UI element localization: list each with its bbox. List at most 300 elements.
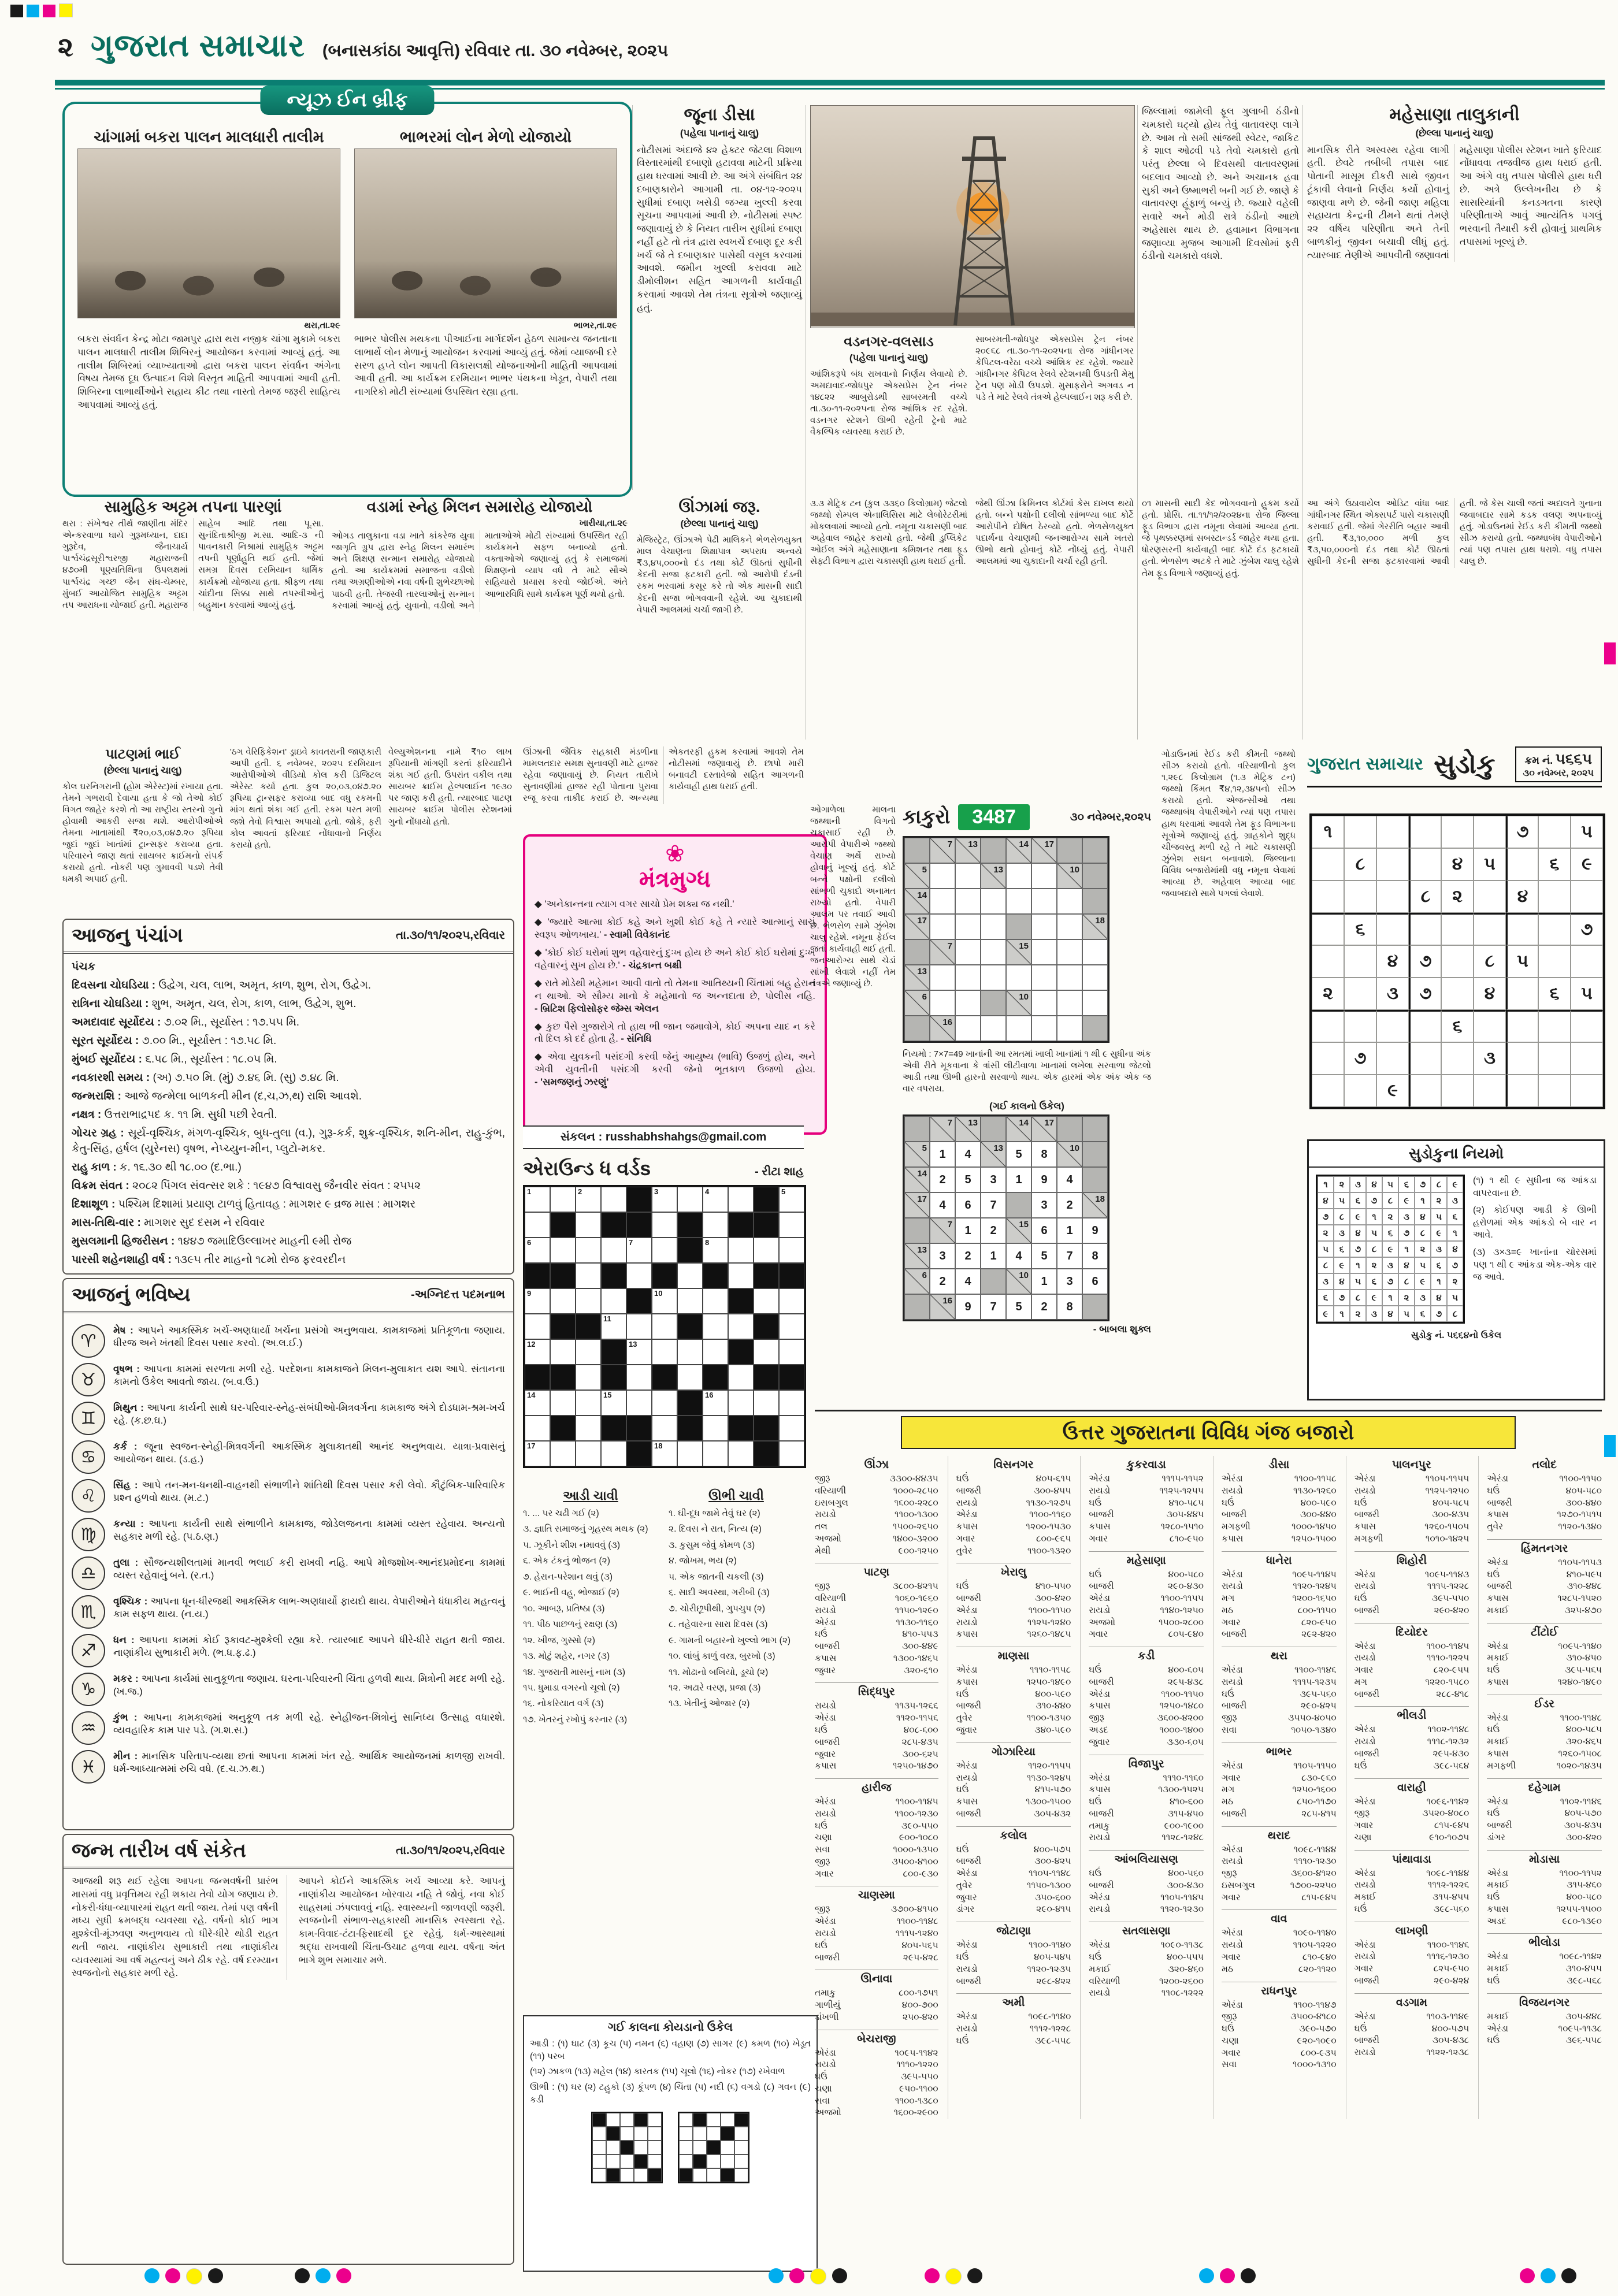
- mini-cell: [707, 2168, 721, 2182]
- mini-cell: [734, 2168, 748, 2182]
- crossword-cell: [677, 1441, 703, 1466]
- kakuro-cell: [1057, 990, 1082, 1016]
- kakuro-cell: [981, 1016, 1006, 1041]
- commodity-price: ૧૧૩૫-૧૨૬૬: [895, 1701, 938, 1711]
- crossword-cell: [626, 1314, 652, 1339]
- commodity-price: ૪૧૦-૫૫૦: [1035, 1581, 1071, 1592]
- panchang-row: [72, 1197, 505, 1213]
- horoscope-text: તુલા : સૌજન્યશીલતામાં માનવી ભલાઈ કરી રાખવી નહિ. આપે મોજશોખ-આનંદપ્રમોદના કામમાં વ્યસ્ત રહેવાનું બને. (ર.ત.): [113, 1557, 505, 1581]
- kakuro-clue-number: 7: [947, 941, 952, 951]
- market-row: [1089, 1868, 1204, 1880]
- panchang-key: મુસલમાની હિજરીસન :: [72, 1235, 178, 1247]
- sudoku-cell: ૫: [1506, 945, 1538, 978]
- horoscope-row: [72, 1324, 505, 1358]
- crossword-number: 18: [654, 1441, 663, 1450]
- vadnagar-body: આંશિકરૂપે બંધ રાખવાનો નિર્ણય લેવાયો છે. અમદાવાદ-જોધપુર એક્સપ્રેસ ટ્રેન નંબર ૧૪૮૨૨ આબુરોડથી સાબરમતી વચ્ચે તા.૩૦-૧૧-૨૦૨૫ના રોજ આંશિક રદ રહેશે. વડનગર સ્ટેશને ઊભી રહેતી ટ્રેનો માટે વૈકલ્પિક વ્યવસ્થા કરાઈ છે.: [810, 369, 967, 437]
- market-row: [1222, 1665, 1337, 1677]
- market-row: [956, 1629, 1071, 1641]
- mini-cell: [679, 2113, 693, 2127]
- kakuro-answer: 1: [1006, 1167, 1031, 1192]
- horoscope-rows: [64, 1313, 513, 1795]
- commodity-price: ૧૧૦૨-૧૧૪૮: [1427, 1725, 1469, 1735]
- sudoku-cell: [1344, 1075, 1376, 1107]
- market-row: [1222, 2059, 1337, 2071]
- market-row: [956, 1700, 1071, 1712]
- sudoku-cell: [1312, 848, 1344, 880]
- market-row: [956, 1605, 1071, 1617]
- sudoku-solution-cell: ૬: [1447, 1209, 1463, 1225]
- kakuro-cell: [1057, 965, 1082, 990]
- sudoku-cell: ૮: [1474, 945, 1506, 978]
- kakuro-cell: [1006, 889, 1031, 914]
- market-row: [1354, 1521, 1469, 1533]
- market-row: [1222, 1725, 1337, 1737]
- zodiac-icon: ♉: [72, 1363, 105, 1396]
- panchang-row: [72, 1234, 505, 1250]
- commodity-name: જુવાર: [956, 1725, 977, 1736]
- zodiac-icon: ♏: [72, 1595, 105, 1629]
- kakuro-header: [903, 804, 1151, 830]
- market-column: [948, 1456, 1071, 2119]
- commodity-price: ૪૦૦-૫૬૦: [1168, 1868, 1204, 1879]
- crossword-black-cell: [601, 1339, 626, 1365]
- article-patan-cyber: [62, 746, 223, 913]
- kakuro-credit: - બાબલા શુક્લ: [1093, 1324, 1151, 1335]
- kakuro-answer: 2: [1031, 1294, 1057, 1320]
- kakuro-clue-number: 13: [968, 1118, 978, 1128]
- zodiac-name: ધન :: [113, 1634, 139, 1645]
- horoscope-row: [72, 1750, 505, 1784]
- crossword-cell: [626, 1238, 652, 1263]
- market-row: [1089, 1832, 1204, 1844]
- mini-cell: [648, 2113, 662, 2127]
- market-row: [815, 1712, 938, 1725]
- sudoku-solution-cell: ૫: [1398, 1306, 1415, 1322]
- crossword-black-cell: [728, 1416, 754, 1441]
- commodity-price: ૧૦૦૦-૧૪૦૦: [1159, 1725, 1204, 1736]
- market-block: [1487, 1778, 1602, 1844]
- commodity-price: ૧૧૧૨-૧૨૨૬: [1427, 1880, 1469, 1890]
- horoscope-row: [72, 1673, 505, 1706]
- market-row: [815, 2071, 938, 2083]
- commodity-name: રાયડો: [1354, 2048, 1376, 2058]
- crossword-cell: [754, 1288, 779, 1314]
- sudoku-solution-cell: ૫: [1334, 1192, 1350, 1209]
- market-row: [1354, 1641, 1469, 1653]
- market-row: [956, 1498, 1071, 1510]
- sudoku-solution-cell: ૯: [1366, 1290, 1382, 1306]
- commodity-name: કપાસ: [1487, 1904, 1509, 1914]
- market-row: [956, 1868, 1071, 1880]
- mahesana-body: માનસિક રીતે અસ્વસ્થ રહેવા લાગી હતી. છેવટે તબીબી તપાસ બાદ પોતાની માસૂમ દીકરી સાથે જીવન ટૂંકાવી લેવાનો નિર્ણય કર્યો હોવાનું જાણવા મળે છે. જેની જાણ મહિલા સહાયતા કેન્દ્રની ટીમને થતાં તેમણે ૨૨ વર્ષિય પરિણીતા અને તેની બાળકીનું જીવન બચાવી લીધું હતું. ત્યારબાદ તેણીએ આપવીતી જણાવતાં મહેસાણા પોલીસ સ્ટેશન ખાતે ફરિયાદ નોંધાવવા તજવીજ હાથ ધરાઈ હતી. આ અંગે વધુ તપાસ પોલીસે હાથ ધરી છે. અત્રે ઉલ્લેખનીય છે કે સાસરિયાંની કનડગતના કારણે પરિણીતાએ આવું આત્યંતિક પગલું ભરવાની તૈયારી કરી હોવાનું પ્રાથમિક તપાસમાં ખૂલ્યું છે.: [1307, 144, 1602, 261]
- dot-black: [832, 2268, 847, 2283]
- market-row: [1487, 1557, 1602, 1569]
- crossword-cell: [754, 1238, 779, 1263]
- article-juna-disa: [637, 105, 802, 489]
- sudoku-solution-cell: ૭: [1431, 1306, 1447, 1322]
- commodity-name: બાજરી: [956, 1701, 982, 1711]
- sudoku-cell: ૩: [1474, 1042, 1506, 1075]
- horoscope-title: આજનું ભવિષ્ય: [72, 1284, 191, 1306]
- commodity-name: મકાઈ: [1487, 1605, 1509, 1615]
- market-row: [815, 1617, 938, 1629]
- horoscope-author: -અગ્નિદત્ત પદમનાભ: [411, 1288, 505, 1301]
- market-row: [1354, 2011, 1469, 2023]
- kakuro-clue-number: 14: [1019, 1118, 1029, 1128]
- market-row: [1222, 1521, 1337, 1533]
- crossword-black-cell: [754, 1187, 779, 1212]
- commodity-name: તુવેર: [1487, 1522, 1504, 1532]
- commodity-price: ૨૮૮-૪૧૮: [1436, 1689, 1469, 1699]
- crossword-number: 6: [527, 1238, 532, 1247]
- commodity-name: એરંડા: [1354, 1474, 1376, 1484]
- horoscope-row: [72, 1402, 505, 1435]
- market-block: [815, 1563, 938, 1677]
- sudoku-solution-cell: ૮: [1398, 1273, 1415, 1290]
- commodity-price: ૮૨૫-૯૫૦: [1433, 1964, 1469, 1974]
- market-row: [1222, 1617, 1337, 1629]
- commodity-name: રાયડો: [956, 1498, 978, 1508]
- commodity-price: ૧૧૦૦-૧૧૫૮: [1294, 1474, 1337, 1484]
- commodity-name: એરંડા: [1222, 2000, 1243, 2010]
- crossword-cell: [626, 1390, 652, 1416]
- sudoku-solution-cell: ૪: [1334, 1273, 1350, 1290]
- market-row: [1089, 1689, 1204, 1701]
- commodity-name: કપાસ: [1089, 1785, 1111, 1795]
- solution-line: ઊભી : (૧) ઘર (૨) ટહુકો (૩) કૂંપળ (૪) ચિંતા (૫) નદી (૬) વગડો (૮) ગવન (૯) કડી: [530, 2082, 811, 2105]
- market-block: [1487, 1993, 1602, 2047]
- panchang-key: નક્ષત્ર :: [72, 1108, 105, 1121]
- crossword-number: 3: [654, 1187, 659, 1196]
- sudoku-cell: ૧: [1312, 816, 1344, 848]
- horoscope-row: [72, 1711, 505, 1745]
- sudoku-cell: [1376, 880, 1409, 913]
- commodity-price: ૧૨૫૦-૧૪૮૦: [1159, 1701, 1204, 1711]
- commodity-price: ૪૦૦-૫૮૫: [1565, 1725, 1602, 1735]
- mini-cell: [606, 2154, 620, 2168]
- market-row: [1354, 2035, 1469, 2047]
- edge-mark-cyan: [1604, 1435, 1616, 1457]
- commodity-price: ૨૮૫-૪૩૫: [901, 1737, 938, 1747]
- kakuro-block: [1006, 1192, 1031, 1218]
- market-row: [1089, 1569, 1204, 1581]
- market-row: [1089, 1821, 1204, 1833]
- sudoku-solution-cell: ૪: [1447, 1241, 1463, 1257]
- kakuro-clue-number: 17: [917, 1194, 927, 1205]
- market-row: [1487, 1916, 1602, 1928]
- article-valuation: [388, 746, 512, 913]
- commodity-name: ઇસબગુલ: [815, 1498, 849, 1508]
- market-row: [1487, 1498, 1602, 1510]
- market-row: [1089, 1712, 1204, 1725]
- sudoku-serial-label: ક્રમ નં.: [1524, 755, 1553, 766]
- crossword-cell: [703, 1238, 728, 1263]
- commodity-price: ૩૯૮-૫૫૮: [1035, 2035, 1071, 2046]
- mini-black-cell: [721, 2168, 734, 2182]
- panchang-row: [72, 1160, 505, 1176]
- wool-case-body: જેથી ઊંઝા ક્રિમિનલ કોર્ટમાં કેસ દાખલ થયો હતો. બન્ને પક્ષોની દલીલો સાંભળ્યા બાદ કોર્ટે આરોપીને દોષિત ઠેરવ્યો હતો. ભેળસેળયુક્ત પદાર્થના વેચાણથી જનઆરોગ્ય સામે ખતરો ઊભો થતો હોવાનું કોર્ટે નોંધ્યું હતું. વેપારી આલમમાં આ ચુકાદાની ચર્ચા રહી હતી.: [975, 499, 1134, 567]
- horoscope-row: [72, 1595, 505, 1629]
- market-block: [1487, 1933, 1602, 1987]
- market-row: [1354, 1593, 1469, 1605]
- market-row: [815, 2096, 938, 2108]
- lotus-icon: ❀: [665, 841, 685, 867]
- article-mahesana-taluka: [1307, 105, 1602, 490]
- dot-cyan: [1199, 2268, 1214, 2283]
- market-block: [815, 1886, 938, 1964]
- kakuro-block: [904, 1116, 930, 1142]
- market-block: [815, 2030, 938, 2120]
- kakuro-cell: [1031, 914, 1057, 939]
- kakuro-cell: [1031, 889, 1057, 914]
- crossword-cell: [652, 1339, 677, 1365]
- sudoku-solution-cell: ૩: [1398, 1209, 1415, 1225]
- panchang-value: ૭.૦૨ મિ., સૂર્યાસ્ત : ૧૭.૫૫ મિ.: [164, 1016, 300, 1028]
- down-clues-list: [669, 1508, 804, 1710]
- color-bar-2: [295, 2268, 351, 2283]
- dot-black: [295, 2268, 310, 2283]
- sudoku-cell: [1571, 880, 1603, 913]
- article-wool-sample: [810, 498, 967, 740]
- commodity-price: ૧૨૫૦-૧૬૦૦: [1292, 1785, 1337, 1795]
- mantra-author: - સ્વામી વિવેકાનંદ: [603, 929, 670, 940]
- panchang-key: રાત્રિના ચોઘડિયા :: [72, 997, 152, 1010]
- market-block: [1487, 1539, 1602, 1617]
- commodity-name: એરંડા: [1089, 1689, 1111, 1699]
- commodity-name: ઘઉં: [1089, 1797, 1102, 1807]
- kakuro-answer: 4: [1006, 1243, 1031, 1269]
- kakuro-cell: [1006, 863, 1031, 889]
- column-rule: [1302, 105, 1303, 740]
- market-name: ઊનાવા: [815, 1970, 938, 1986]
- kakuro-answer: 2: [1057, 1192, 1082, 1218]
- market-row: [815, 1737, 938, 1749]
- commodity-name: સવા: [1222, 2060, 1237, 2070]
- commodity-name: ઘઉં: [1354, 1760, 1367, 1771]
- kakuro-cell: [955, 889, 981, 914]
- market-row: [1354, 1832, 1469, 1844]
- commodity-price: ૧૧૨૦-૧૨૪૫: [1293, 1581, 1337, 1592]
- market-row: [1222, 2035, 1337, 2048]
- commodity-name: મઠ: [1222, 1797, 1233, 1807]
- article-vadnagar-continued: [975, 334, 1134, 490]
- market-row: [1487, 1605, 1602, 1617]
- market-row: [815, 1521, 938, 1533]
- commodity-price: ૧૧૪૦-૧૨૫૦: [1160, 1605, 1204, 1615]
- commodity-name: જુવાર: [956, 1892, 977, 1903]
- commodity-price: ૮૧૦-૯૪૦: [1302, 1952, 1337, 1962]
- sankalan-email[interactable]: સંકલન : russhabhshahgs@gmail.com: [523, 1125, 804, 1149]
- commodity-price: ૧૧૨૦-૧૨૩૫: [1027, 1964, 1071, 1974]
- commodity-name: બાજરી: [1354, 1510, 1380, 1520]
- sudoku-cell: ૯: [1376, 1075, 1409, 1107]
- color-bar-3: [769, 2268, 847, 2284]
- commodity-name: કપાસ: [956, 1522, 978, 1532]
- commodity-price: ૧૧૧૦-૧૨૨૫: [1427, 1653, 1469, 1663]
- birth-year-box: [62, 1834, 514, 2265]
- market-row: [1222, 1605, 1337, 1617]
- sudoku-rules-box: [1307, 1139, 1605, 1400]
- commodity-name: એરંડા: [1222, 1928, 1243, 1938]
- sudoku-serial-number: ૫૬૬૫: [1555, 750, 1593, 767]
- commodity-name: ઘઉં: [1487, 1485, 1500, 1496]
- sudoku-date: ૩૦ નવેમ્બર, ૨૦૨૫: [1523, 768, 1594, 778]
- market-row: [1089, 1581, 1204, 1593]
- panchang-row: [72, 978, 505, 994]
- crossword-cell: [601, 1238, 626, 1263]
- market-row: [1089, 1892, 1204, 1904]
- crossword-cell: [525, 1416, 550, 1441]
- market-row: [815, 2107, 938, 2119]
- sudoku-rule: (૨) કોઈપણ આડી કે ઊભી હરોળમાં એક આંકડો બે વાર ન આવે.: [1473, 1205, 1597, 1240]
- kakuro-answer: 4: [930, 1192, 955, 1218]
- market-row: [815, 1916, 938, 1928]
- commodity-name: જીરૂ: [815, 1581, 830, 1592]
- market-row: [956, 1952, 1071, 1964]
- market-row: [1222, 1808, 1337, 1821]
- brief-article-1-body: બકરા સંવર્ધન કેન્દ્ર મોટા જામપુર દ્વારા થરા નજીક ચાંગા મુકામે બકરા પાલન માલધારી તાલીમ શિબિરનું આયોજન કરવામાં આવ્યું હતું. આ તાલીમ શિબિરમાં વ્યાખ્યાતાઓ દ્વારા બકરા પાલન સંવર્ધન અંગેના વિષય તેમજ દૂધ ઉત્પાદન વિશે વિસ્તૃત માહિતી આપવામાં આવી હતી. શિબિરના લાભાર્થીઓને સહાય કીટ તથા નાસ્તો તેમજ જરૂરી સાહિત્ય આપવામાં આવ્યું હતું.: [77, 334, 340, 410]
- commodity-price: ૧૧૦૦-૧૧૪૭: [1293, 2000, 1337, 2010]
- commodity-price: ૧૧૦૫-૧૧૫૩: [1558, 1557, 1602, 1567]
- commodity-price: ૮૩૦-૯૬૦: [1301, 1773, 1337, 1783]
- market-row: [1354, 1652, 1469, 1665]
- birth-year-columns: [64, 1869, 513, 1986]
- market-name: ડીસા: [1268, 1459, 1290, 1471]
- commodity-price: ૧૧૨૫-૧૨૫૦: [1425, 1485, 1469, 1496]
- commodity-name: જુવાર: [815, 1665, 836, 1675]
- crossword-number: 8: [705, 1238, 710, 1247]
- brief-article-2-body: ભાભર પોલીસ મથકના પીઆઈના માર્ગદર્શન હેઠળ સામાન્ય જનતાના લાભાર્થે લોન મેળાનું આયોજન કરવામાં આવ્યું હતું. જેમાં વ્યાજબી દરે સરળ હપ્તે લોન આપતી વિકાસલક્ષી યોજનાઓની માહિતી આપવામાં આવી હતી. આ કાર્યક્રમ દરમિયાન ભાભર પંથકના ખેડૂત, વેપારી તથા નાગરિકો મોટી સંખ્યામાં ઉપસ્થિત રહ્યા હતા.: [354, 334, 617, 397]
- market-row: [956, 1892, 1071, 1904]
- sudoku-cell: ૭: [1344, 1042, 1376, 1075]
- market-row: [1354, 1892, 1469, 1904]
- mantra-author: - બ્રિટિશ ફિલોસોફર જેમ્સ એલન: [535, 1003, 659, 1014]
- market-name: ગોઝારિયા: [956, 1743, 1071, 1759]
- kakuro-title: કાકુરો: [903, 806, 951, 828]
- market-row: [1487, 1724, 1602, 1736]
- market-row: [1089, 1773, 1204, 1785]
- kakuro-section: [903, 804, 1151, 1405]
- crossword-clues: [523, 1488, 804, 2006]
- commodity-price: ૩૧૦-૪૪૮: [1567, 1581, 1602, 1592]
- commodity-price: ૪૦૦-૬૦૫: [1168, 1665, 1204, 1675]
- market-row: [956, 1689, 1071, 1701]
- market-name: તલોદ: [1532, 1459, 1557, 1471]
- kakuro-block: [981, 1116, 1006, 1142]
- sudoku-cell: ૮: [1344, 848, 1376, 880]
- crossword-black-cell: [728, 1288, 754, 1314]
- commodity-price: ૧૧૦૩-૧૧૪૯: [1426, 2011, 1469, 2022]
- sudoku-solution-cell: ૮: [1431, 1176, 1447, 1192]
- sudoku-cell: [1409, 816, 1441, 848]
- commodity-name: ઘઉં: [815, 1725, 827, 1736]
- market-block: [956, 1743, 1071, 1821]
- patan-headline: પાટણમાં ભાઈ: [105, 746, 180, 762]
- market-row: [1222, 1689, 1337, 1701]
- commodity-name: એરંડા: [1487, 1712, 1509, 1723]
- market-row: [815, 1821, 938, 1833]
- commodity-price: ૧૧૦૦-૧૩૮૦: [895, 2096, 938, 2106]
- horoscope-row: [72, 1363, 505, 1396]
- commodity-price: ૪૦૫-૫૭૦: [1564, 1808, 1602, 1819]
- sudoku-solution-cell: ૧: [1334, 1306, 1350, 1322]
- commodity-name: ચણા: [1354, 1832, 1372, 1842]
- sudoku-solution-cell: ૪: [1366, 1176, 1382, 1192]
- panchang-key: અમદાવાદ સૂર્યોદય :: [72, 1016, 164, 1028]
- crossword-section: [523, 1158, 804, 1481]
- crossword-cell: [652, 1416, 677, 1441]
- mini-cell: [679, 2154, 693, 2168]
- clue-item: ૧૭. ખેતરનું રખોપું કરનાર (૩): [523, 1714, 628, 1725]
- market-row: [1354, 1736, 1469, 1748]
- crossword-cell: [728, 1238, 754, 1263]
- commodity-name: મેથી: [815, 1545, 831, 1556]
- commodity-price: ૧૦૯૫-૧૧૪૩: [1424, 1569, 1469, 1580]
- horoscope-row: [72, 1518, 505, 1551]
- panchang-row: [72, 1126, 505, 1157]
- market-row: [815, 1498, 938, 1510]
- crossword-black-cell: [652, 1365, 677, 1390]
- clue-item: ૭. હેરાન-પરેશાન થવું (૩): [523, 1571, 613, 1582]
- clue-item: ૬. એક ટંકનું ભોજન (૨): [523, 1556, 610, 1566]
- kakuro-answer: 9: [1082, 1218, 1108, 1243]
- crossword-black-cell: [677, 1390, 703, 1416]
- crossword-black-cell: [652, 1263, 677, 1288]
- commodity-price: ૧૦૯૮-૧૧૪૪: [1293, 1844, 1337, 1855]
- article-vadnagar-valsad: [810, 334, 967, 490]
- horoscope-text: ધન : આપના કામમાં કોઈ રૂકાવટ-મુશ્કેલી રહ્યા કરે. ત્યારબાદ આપને ધીરે-ધીરે રાહત થતી જાય. નાણાંકીય સુભાકારી મળે. (ભ.ધ.ફ.ઢ.): [113, 1634, 505, 1659]
- down-clues-title: ઊભી ચાવી: [708, 1488, 764, 1503]
- market-name: પાલનપુર: [1392, 1459, 1431, 1471]
- dot-magenta: [789, 2268, 804, 2283]
- mini-cell: [721, 2141, 734, 2154]
- sudoku-solution-cell: ૧: [1318, 1176, 1334, 1192]
- mantra-author: - ચંદ્રકાન્ત બક્ષી: [622, 960, 682, 971]
- panchang-value: ૨૦૮૨ પિંગલ સંવત્સર શકે : ૧૯૪૭ વિશ્વાવસુ જૈનવીર સંવત : ૨૫૫૨: [132, 1179, 421, 1192]
- commodity-price: ૨૫૦-૪૨૦: [902, 2012, 938, 2022]
- market-row: [1089, 1784, 1204, 1796]
- clue-item: ૧. ઘી-દૂધ જામે તેવું ઘર (૨): [669, 1509, 760, 1518]
- sudoku-cell: [1376, 1042, 1409, 1075]
- commodity-name: કપાસ: [1487, 1677, 1509, 1687]
- horoscope-text: વૃષભ : આપના કામમાં સરળતા મળી રહે. પરદેશના કામકાજને મિલન-મુલાકાત યશ આપે. સંતાનના કામનો ઉકેલ આવતો જાય. (બ.વ.ઉ.): [113, 1364, 505, 1388]
- article-weather-column: [1142, 105, 1299, 490]
- commodity-price: ૩૧૦-૪૪૦: [1036, 1701, 1071, 1711]
- market-row: [815, 1581, 938, 1593]
- mini-cell: [592, 2154, 606, 2168]
- crossword-cell: [576, 1212, 601, 1238]
- commodity-price: ૧૧૦૫-૧૧૫૫: [1425, 1474, 1469, 1484]
- market-row: [815, 2000, 938, 2012]
- commodity-name: બાજરી: [815, 1952, 840, 1963]
- panchang-row: [72, 1108, 505, 1123]
- commodity-price: ૧૧૦૦-૧૧૫૦: [1028, 1605, 1071, 1615]
- sudoku-cell: ૬: [1538, 848, 1571, 880]
- panchang-key: જન્મરાશિ :: [72, 1090, 125, 1102]
- market-row: [1089, 1521, 1204, 1533]
- market-row: [815, 2012, 938, 2024]
- market-row: [1354, 1975, 1469, 1987]
- market-row: [1354, 1569, 1469, 1581]
- market-row: [1487, 1796, 1602, 1808]
- market-block: [1222, 1826, 1337, 1904]
- market-row: [815, 2059, 938, 2071]
- market-row: [1222, 1880, 1337, 1892]
- sneh-milan-dateline: ખારીયા,તા.૨૯: [579, 518, 628, 529]
- sudoku-solution-cell: ૩: [1382, 1257, 1398, 1273]
- commodity-price: ૧૧૧૦-૧૧૬૦: [1163, 1773, 1204, 1783]
- market-row: [956, 1677, 1071, 1689]
